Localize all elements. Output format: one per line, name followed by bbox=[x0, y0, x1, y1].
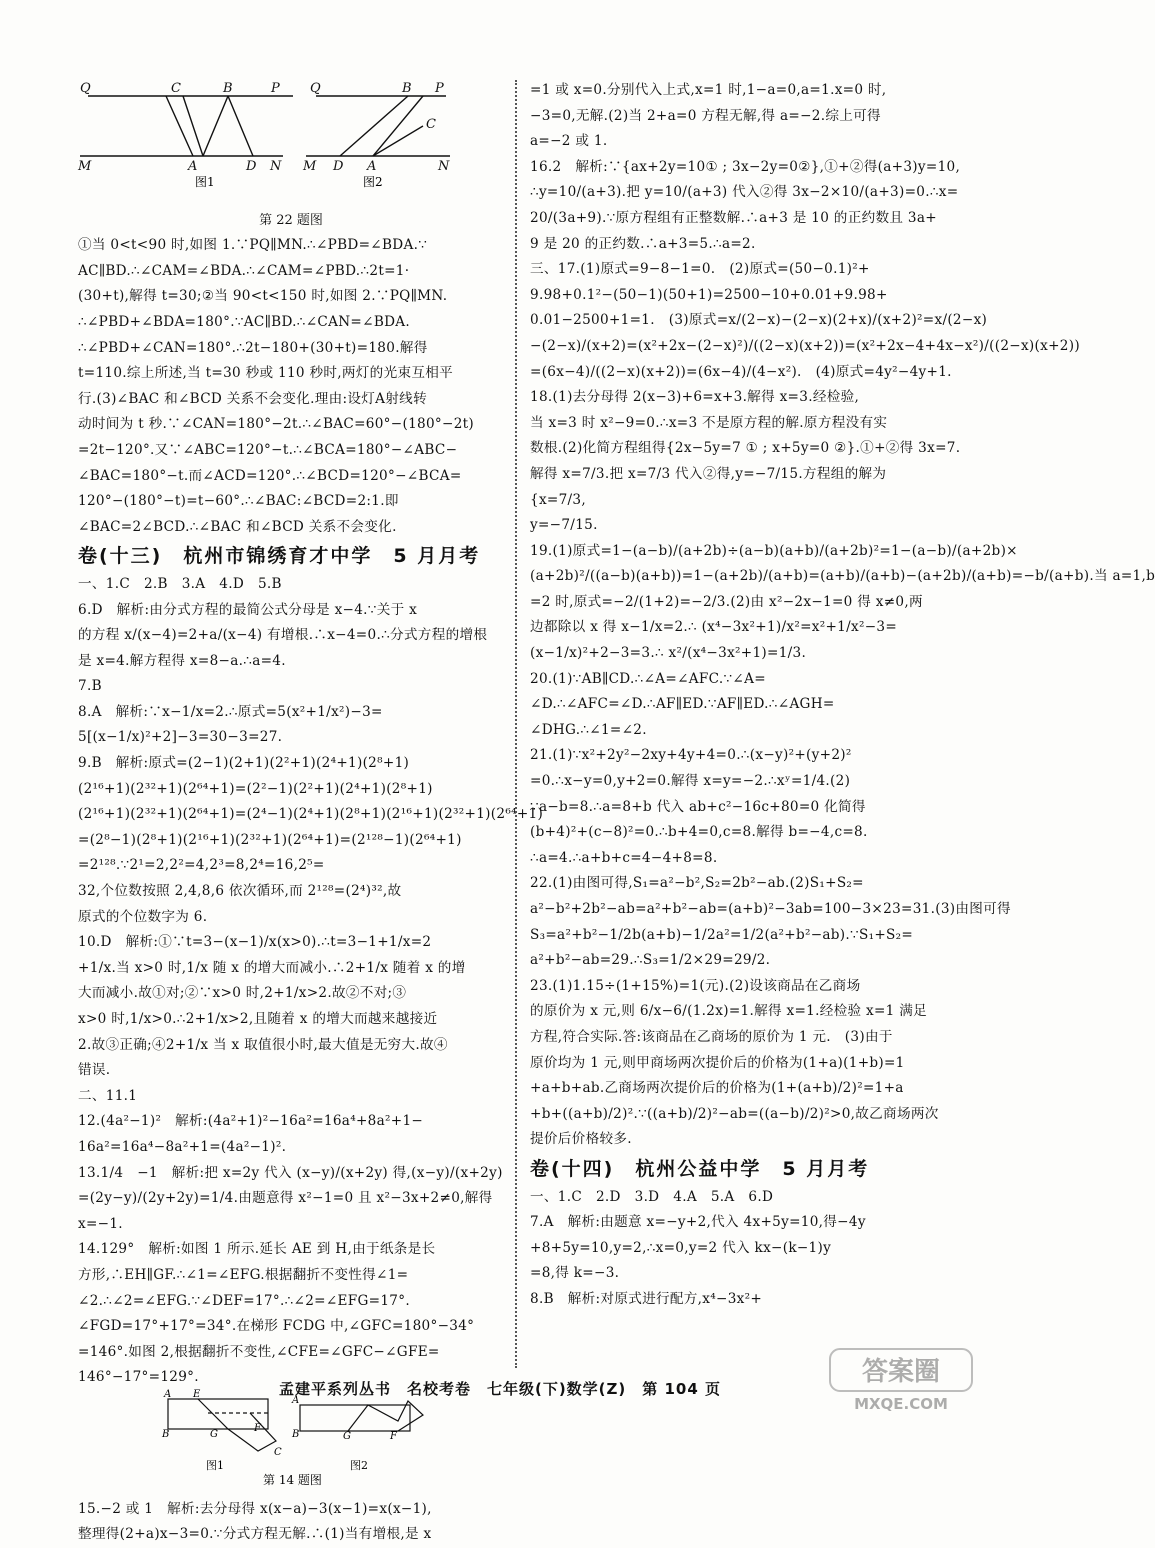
text-line: 18.(1)去分母得 2(x−3)+6=x+3.解得 x=3.经检验, bbox=[530, 389, 860, 406]
fig14-1-name: 图1 bbox=[206, 1458, 224, 1472]
svg-text:A: A bbox=[292, 1394, 300, 1406]
text-line: 14.129° 解析:如图 1 所示.延长 AE 到 H,由于纸条是长 bbox=[78, 1241, 436, 1258]
text-line: 20/(3a+9).∵原方程组有正整数解.∴a+3 是 10 的正约数且 3a+ bbox=[530, 209, 937, 226]
text-line: =2¹²⁸.∵2¹=2,2²=4,2³=8,2⁴=16,2⁵= bbox=[78, 857, 325, 874]
label-p1: P bbox=[271, 81, 280, 96]
text-line: 8.A 解析:∵x−1/x=2.∴原式=5(x²+1/x²)−3= bbox=[78, 703, 383, 720]
text-line: 32,个位数按照 2,4,8,6 依次循环,而 2¹²⁸=(2⁴)³²,故 bbox=[78, 883, 402, 900]
svg-text:F: F bbox=[254, 1422, 261, 1434]
text-line: (2¹⁶+1)(2³²+1)(2⁶⁴+1)=(2²−1)(2²+1)(2⁴+1)(2⁸+1) bbox=[78, 780, 433, 797]
text-line: +b+((a+b)/2)².∵((a+b)/2)²−ab=((a−b)/2)²>0,故乙商场两次 bbox=[530, 1105, 939, 1122]
text-line: ∠FGD=17°+17°=34°.在梯形 FCDG 中,∠GFC=180°−34° bbox=[78, 1318, 475, 1335]
text-line: +8+5y=10,y=2,∴x=0,y=2 代入 kx−(k−1)y bbox=[530, 1239, 832, 1256]
text-line: 2.故③正确;④2+1/x 当 x 取值很小时,最大值是无穷大.故④ bbox=[78, 1036, 448, 1053]
text-line: =(2y−y)/(2y+2y)=1/4.由题意得 x²−1=0 且 x²−3x+2≠0,解得 bbox=[78, 1190, 493, 1207]
svg-text:B: B bbox=[162, 1428, 170, 1440]
text-line: +1/x.当 x>0 时,1/x 随 x 的增大而减小.∴2+1/x 随着 x 的增 bbox=[78, 959, 466, 976]
text-line: 的原价为 x 元,则 6/x−6/(1.2x)=1.解得 x=1.经检验 x=1 满足 bbox=[530, 1003, 928, 1020]
svg-text:A: A bbox=[164, 1388, 172, 1400]
text-line: 原价均为 1 元,则甲商场两次提价后的价格为(1+a)(1+b)=1 bbox=[530, 1054, 905, 1071]
text-line: 13.1/4 −1 解析:把 x=2y 代入 (x−y)/(x+2y) 得,(x−y)/(x+2y) bbox=[78, 1164, 503, 1181]
text-line: 19.(1)原式=1−(a−b)/(a+2b)÷(a−b)(a+b)/(a+2b)²=1−(a−b)/(a+2b)× bbox=[530, 542, 1018, 559]
text-line: 方形,∴EH∥GF.∴∠1=∠EFG.根据翻折不变性得∠1= bbox=[78, 1266, 409, 1283]
text-line: 整理得(2+a)x−3=0.∵分式方程无解.∴(1)当有增根,是 x bbox=[78, 1526, 432, 1543]
text-line: ∴∠PBD+∠CAN=180°.∴2t−180+(30+t)=180.解得 bbox=[78, 339, 428, 356]
fig14-2-name: 图2 bbox=[350, 1458, 368, 1472]
svg-text:G: G bbox=[210, 1428, 218, 1440]
text-line: 21.(1)∵x²+2y²−2xy+4y+4=0.∴(x−y)²+(y+2)² bbox=[530, 747, 852, 764]
text-line: 16.2 解析:∵{ax+2y=10① ; 3x−2y=0②},①+②得(a+3)y=10, bbox=[530, 158, 961, 175]
label-q1: Q bbox=[80, 81, 91, 96]
svg-text:F: F bbox=[390, 1430, 397, 1442]
figure-22-1 bbox=[80, 96, 293, 156]
text-line: x=−1. bbox=[78, 1215, 123, 1232]
fig22-2-name: 图2 bbox=[363, 175, 383, 189]
text-line: 三、17.(1)原式=9−8−1=0. (2)原式=(50−0.1)²+ bbox=[530, 261, 870, 278]
svg-text:答案圈: 答案圈 bbox=[861, 1357, 941, 1387]
fig22-1-name: 图1 bbox=[195, 175, 215, 189]
svg-text:B: B bbox=[292, 1428, 300, 1440]
text-line: ∵a−b=8.∴a=8+b 代入 ab+c²−16c+80=0 化简得 bbox=[530, 798, 866, 815]
text-line: 大而减小.故①对;②∵x>0 时,2+1/x>2.故②不对;③ bbox=[78, 985, 407, 1002]
text-line: 提价后价格较多. bbox=[530, 1131, 632, 1148]
text-line: 动时间为 t 秒.∵∠CAN=180°−2t.∴∠BAC=60°−(180°−2t) bbox=[78, 416, 475, 433]
label-n2: N bbox=[438, 159, 450, 174]
text-line: −(2−x)/(x+2)=(x²+2x−(2−x)²)/((2−x)(x+2))=(x²+2x−4+4x−x²)/((2−x)(x+2)) bbox=[530, 337, 1080, 354]
text-line: ①当 0<t<90 时,如图 1.∵PQ∥MN.∴∠PBD=∠BDA.∵ bbox=[78, 237, 428, 254]
text-line: 一、1.C 2.B 3.A 4.D 5.B bbox=[78, 575, 282, 592]
text-line: ∴y=10/(a+3).把 y=10/(a+3) 代入②得 3x−2×10/(a+3)=0.∴x= bbox=[530, 184, 959, 201]
page-footer: 孟建平系列丛书 名校考卷 七年级(下)数学(Z) 第 104 页 bbox=[278, 1380, 722, 1398]
label-c2: C bbox=[426, 117, 436, 132]
text-line: 16a²=16a⁴−8a²+1=(4a²−1)². bbox=[78, 1138, 287, 1155]
q15-solution bbox=[78, 1497, 504, 1548]
text-line: =0.∴x−y=0,y+2=0.解得 x=y=−2.∴xʸ=1/4.(2) bbox=[530, 773, 851, 790]
text-line: 的方程 x/(x−4)=2+a/(x−4) 有增根.∴x−4=0.∴分式方程的增根 bbox=[78, 627, 488, 644]
svg-text:MXQE.COM: MXQE.COM bbox=[854, 1395, 948, 1413]
text-line: (2¹⁶+1)(2³²+1)(2⁶⁴+1)=(2⁴−1)(2⁴+1)(2⁸+1)(2¹⁶+1)(2³²+1)(2⁶⁴+1) bbox=[78, 806, 544, 823]
label-q2: Q bbox=[310, 81, 321, 96]
text-line: (b+4)²+(c−8)²=0.∴b+4=0,c=8.解得 b=−4,c=8. bbox=[530, 824, 868, 841]
figure-14 bbox=[78, 1388, 504, 1487]
text-line: 6.D 解析:由分式方程的最简公式分母是 x−4.∵关于 x bbox=[78, 601, 418, 618]
left-column bbox=[78, 78, 544, 1548]
text-line: 解得 x=7/3.把 x=7/3 代入②得,y=−7/15.方程组的解为 bbox=[530, 465, 887, 482]
label-b1: B bbox=[223, 81, 233, 96]
label-c1: C bbox=[171, 81, 181, 96]
text-line: 错误. bbox=[78, 1062, 111, 1079]
section-13-answers-cont bbox=[530, 78, 1155, 1153]
section-13-title: 卷(十三) 杭州市锦绣育才中学 5 月月考 bbox=[78, 545, 481, 568]
text-line: =(2⁸−1)(2⁸+1)(2¹⁶+1)(2³²+1)(2⁶⁴+1)=(2¹²⁸−1)(2⁶⁴+1) bbox=[78, 831, 462, 848]
text-line: =1 或 x=0.分别代入上式,x=1 时,1−a=0,a=1.x=0 时, bbox=[530, 82, 887, 98]
text-line: AC∥BD.∴∠CAM=∠BDA.∴∠CAM=∠PBD.∴2t=1· bbox=[78, 262, 410, 279]
label-a1: A bbox=[188, 159, 198, 174]
label-m1: M bbox=[78, 159, 92, 174]
text-line: =8,得 k=−3. bbox=[530, 1265, 620, 1282]
text-line: 9.98+0.1²−(50−1)(50+1)=2500−10+0.01+9.98+ bbox=[530, 286, 888, 303]
text-line: =146°.如图 2,根据翻折不变性,∠CFE=∠GFC−∠GFE= bbox=[78, 1343, 440, 1360]
label-n1: N bbox=[270, 159, 282, 174]
label-b2: B bbox=[402, 81, 412, 96]
text-line: 当 x=3 时 x²−9=0.∴x=3 不是原方程的解.原方程没有实 bbox=[530, 414, 888, 431]
text-line: a²+b²−ab=29.∴S₃=1/2×29=29/2. bbox=[530, 952, 771, 969]
text-line: 一、1.C 2.D 3.D 4.A 5.A 6.D bbox=[530, 1188, 774, 1205]
svg-text:C: C bbox=[274, 1446, 282, 1458]
text-line: a=−2 或 1. bbox=[530, 133, 608, 150]
text-line: 8.B 解析:对原式进行配方,x⁴−3x²+ bbox=[530, 1290, 763, 1307]
text-line: ∠2.∴∠2=∠EFG.∵∠DEF=17°.∴∠2=∠EFG=17°. bbox=[78, 1292, 410, 1309]
text-line: 23.(1)1.15÷(1+15%)=1(元).(2)设该商品在乙商场 bbox=[530, 977, 861, 994]
label-d1: D bbox=[246, 159, 257, 174]
text-line: 9 是 20 的正约数.∴a+3=5.∴a=2. bbox=[530, 235, 756, 252]
label-p2: P bbox=[435, 81, 444, 96]
text-line: 0.01−2500+1=1. (3)原式=x/(2−x)−(2−x)(2+x)/(x+2)²=x/(2−x) bbox=[530, 312, 988, 329]
text-line: =(6x−4)/((2−x)(x+2))=(6x−4)/(4−x²). (4)原式=4y²−4y+1. bbox=[530, 363, 952, 380]
text-line: ∠BAC=180°−t.而∠ACD=120°.∴∠BCD=120°−∠BCA= bbox=[78, 467, 462, 484]
text-line: =2 时,原式=−2/(1+2)=−2/3.(2)由 x²−2x−1=0 得 x≠0,两 bbox=[530, 593, 923, 610]
figure-22 bbox=[78, 78, 504, 198]
fig14-caption: 第 14 题图 bbox=[263, 1472, 322, 1487]
text-line: 行.(3)∠BAC 和∠BCD 关系不会变化.理由:设灯A射线转 bbox=[78, 390, 427, 407]
text-line: (30+t),解得 t=30;②当 90<t<150 时,如图 2.∵PQ∥MN. bbox=[78, 288, 448, 305]
text-line: y=−7/15. bbox=[530, 517, 598, 534]
column-divider bbox=[515, 80, 517, 1368]
label-a2: A bbox=[367, 159, 377, 174]
text-line: 数根.(2)化简方程组得{2x−5y=7 ① ; x+5y=0 ②}.①+②得 3x=7. bbox=[530, 440, 961, 457]
q22-solution bbox=[78, 233, 504, 540]
text-line: 边都除以 x 得 x−1/x=2.∴ (x⁴−3x²+1)/x²=x²+1/x²−3= bbox=[530, 619, 898, 636]
svg-text:G: G bbox=[343, 1430, 351, 1442]
text-line: 原式的个位数字为 6. bbox=[78, 908, 208, 925]
section-14-title: 卷(十四) 杭州公益中学 5 月月考 bbox=[530, 1157, 870, 1180]
figure-22-caption: 第 22 题图 bbox=[259, 212, 323, 228]
text-line: 15.−2 或 1 解析:去分母得 x(x−a)−3(x−1)=x(x−1), bbox=[78, 1500, 432, 1517]
text-line: ∴∠PBD+∠BDA=180°.∵AC∥BD.∴∠CAN=∠BDA. bbox=[78, 313, 411, 330]
text-line: 方程,符合实际.答:该商品在乙商场的原价为 1 元. (3)由于 bbox=[530, 1028, 893, 1045]
text-line: t=110.综上所述,当 t=30 秒或 110 秒时,两灯的光束互相平 bbox=[78, 365, 454, 382]
text-line: 120°−(180°−t)=t−60°.∴∠BAC:∠BCD=2:1.即 bbox=[78, 493, 399, 510]
text-line: 7.A 解析:由题意 x=−y+2,代入 4x+5y=10,得−4y bbox=[530, 1214, 866, 1231]
text-line: 22.(1)由图可得,S₁=a²−b²,S₂=2b²−ab.(2)S₁+S₂= bbox=[530, 875, 864, 892]
text-line: {x=7/3, bbox=[530, 491, 587, 508]
watermark-logo bbox=[826, 1345, 976, 1415]
text-line: x>0 时,1/x>0.∴2+1/x>2,且随着 x 的增大而越来越接近 bbox=[78, 1011, 438, 1027]
text-line: =2t−120°.又∵∠ABC=120°−t.∴∠BCA=180°−∠ABC− bbox=[78, 441, 458, 458]
text-line: 146°−17°=129°. bbox=[78, 1369, 199, 1386]
section-14-answers bbox=[530, 1185, 958, 1313]
text-line: S₃=a²+b²−1/2b(a+b)−1/2a²=1/2(a²+b²−ab).∵S₁+S₂= bbox=[530, 926, 914, 943]
text-line: 是 x=4.解方程得 x=8−a.∴a=4. bbox=[78, 652, 286, 669]
section-13-answers bbox=[78, 572, 544, 1391]
label-m2: M bbox=[303, 159, 317, 174]
text-line: −3=0,无解.(2)当 2+a=0 方程无解,得 a=−2.综上可得 bbox=[530, 107, 881, 124]
text-line: 12.(4a²−1)² 解析:(4a²+1)²−16a²=16a⁴+8a²+1− bbox=[78, 1113, 424, 1130]
right-column bbox=[530, 78, 1155, 1313]
text-line: ∠D.∴∠AFC=∠D.∴AF∥ED.∵AF∥ED.∴∠AGH= bbox=[530, 696, 835, 713]
text-line: (x−1/x)²+2−3=3.∴ x²/(x⁴−3x²+1)=1/3. bbox=[530, 645, 807, 662]
text-line: 20.(1)∵AB∥CD.∴∠A=∠AFC.∵∠A= bbox=[530, 670, 766, 687]
text-line: 5[(x−1/x)²+2]−3=30−3=27. bbox=[78, 729, 283, 746]
text-line: ∴a=4.∴a+b+c=4−4+8=8. bbox=[530, 849, 718, 866]
svg-text:E: E bbox=[193, 1388, 201, 1400]
text-line: +a+b+ab.乙商场两次提价后的价格为(1+(a+b)/2)²=1+a bbox=[530, 1080, 904, 1097]
text-line: 二、11.1 bbox=[78, 1087, 138, 1104]
text-line: (a+2b)²/((a−b)(a+b))=1−(a+2b)/(a+b)=(a+b)/(a+b)−(a+2b)/(a+b)=−b/(a+b).当 a=1,b bbox=[530, 568, 1155, 585]
text-line: 9.B 解析:原式=(2−1)(2+1)(2²+1)(2⁴+1)(2⁸+1) bbox=[78, 755, 410, 772]
text-line: ∠BAC=2∠BCD.∴∠BAC 和∠BCD 关系不会变化. bbox=[78, 518, 397, 535]
text-line: ∠DHG.∴∠1=∠2. bbox=[530, 721, 647, 738]
label-d2: D bbox=[333, 159, 344, 174]
text-line: a²−b²+2b²−ab=a²+b²−ab=(a+b)²−3ab=100−3×23=31.(3)由图可得 bbox=[530, 901, 1011, 917]
text-line: 10.D 解析:①∵t=3−(x−1)/x(x>0).∴t=3−1+1/x=2 bbox=[78, 934, 432, 951]
text-line: 7.B bbox=[78, 678, 102, 695]
